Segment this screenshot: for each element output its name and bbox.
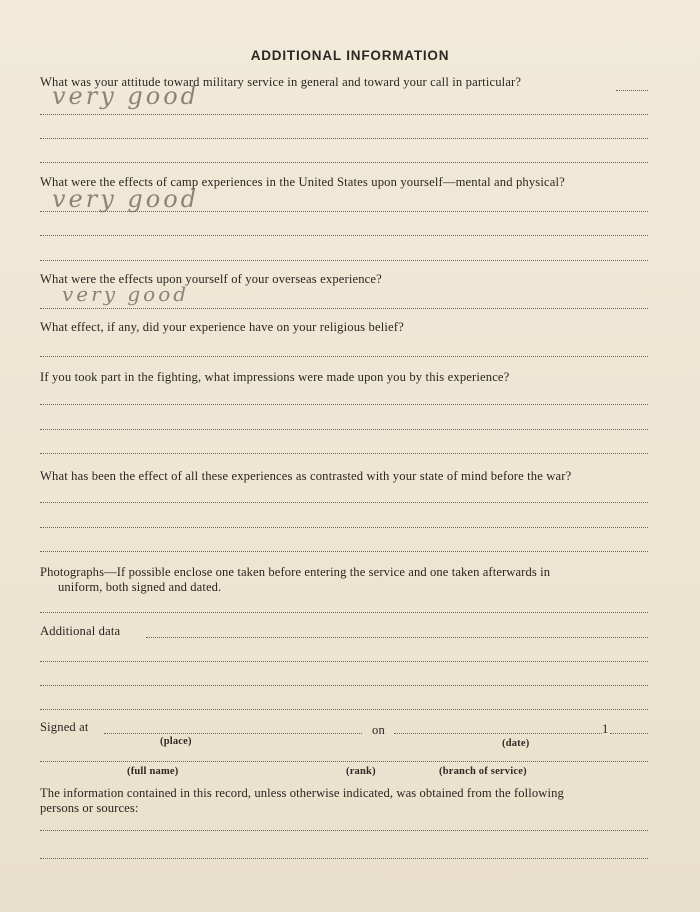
answer-line[interactable] xyxy=(40,612,648,613)
answer-line[interactable] xyxy=(40,709,648,710)
photographs-line-2: uniform, both signed and dated. xyxy=(58,580,222,594)
sources-line-1: The information contained in this record, unless otherwise indicated, was obtained from the following xyxy=(40,786,564,800)
answer-line[interactable] xyxy=(40,114,648,115)
answer-line[interactable] xyxy=(40,661,648,662)
answer-line[interactable] xyxy=(40,551,648,552)
additional-data-label: Additional data xyxy=(40,624,121,638)
date-field[interactable] xyxy=(394,733,602,734)
answer-line[interactable] xyxy=(616,90,648,91)
place-field[interactable] xyxy=(104,733,362,734)
answer-line[interactable] xyxy=(40,527,648,528)
answer-line[interactable] xyxy=(40,260,648,261)
rank-caption: (rank) xyxy=(346,766,376,777)
question-overseas: What were the effects upon yourself of your overseas experience? xyxy=(40,272,382,286)
answer-line[interactable] xyxy=(40,162,648,163)
photographs-line-1: Photographs—If possible enclose one taken before entering the service and one taken afterwards in xyxy=(40,565,551,579)
question-attitude: What was your attitude toward military service in general and toward your call in particular? xyxy=(40,75,522,89)
answer-line[interactable] xyxy=(40,308,648,309)
branch-caption: (branch of service) xyxy=(439,766,527,777)
answer-line[interactable] xyxy=(40,429,648,430)
question-fighting: If you took part in the fighting, what impressions were made upon you by this experience? xyxy=(40,370,510,384)
year-field[interactable] xyxy=(610,733,648,734)
page-title: ADDITIONAL INFORMATION xyxy=(250,48,450,63)
question-camp-effects: What were the effects of camp experiences in the United States upon yourself—mental and physical? xyxy=(40,175,565,189)
answer-line[interactable] xyxy=(40,404,648,405)
sources-line-2: persons or sources: xyxy=(40,801,139,815)
answer-line[interactable] xyxy=(40,685,648,686)
question-religious: What effect, if any, did your experience have on your religious belief? xyxy=(40,320,404,334)
year-prefix: 1 xyxy=(602,722,609,736)
handwritten-answer-attitude: very good xyxy=(52,82,200,110)
photographs-instructions xyxy=(40,565,648,595)
sources-statement xyxy=(40,786,648,816)
place-caption: (place) xyxy=(160,736,192,747)
handwritten-answer-overseas: very good xyxy=(62,282,190,306)
answer-line[interactable] xyxy=(40,235,648,236)
question-state-of-mind: What has been the effect of all these experiences as contrasted with your state of mind before the war? xyxy=(40,469,572,483)
handwritten-answer-camp: very good xyxy=(52,185,200,213)
full-name-caption: (full name) xyxy=(127,766,179,777)
answer-line[interactable] xyxy=(40,453,648,454)
answer-line[interactable] xyxy=(40,858,648,859)
answer-line[interactable] xyxy=(40,502,648,503)
answer-line[interactable] xyxy=(146,637,648,638)
answer-line[interactable] xyxy=(40,138,648,139)
on-label: on xyxy=(372,723,385,737)
date-caption: (date) xyxy=(502,738,530,749)
answer-line[interactable] xyxy=(40,356,648,357)
signature-name-line[interactable] xyxy=(40,761,648,762)
answer-line[interactable] xyxy=(40,211,648,212)
answer-line[interactable] xyxy=(40,830,648,831)
signed-at-label: Signed at xyxy=(40,720,89,734)
